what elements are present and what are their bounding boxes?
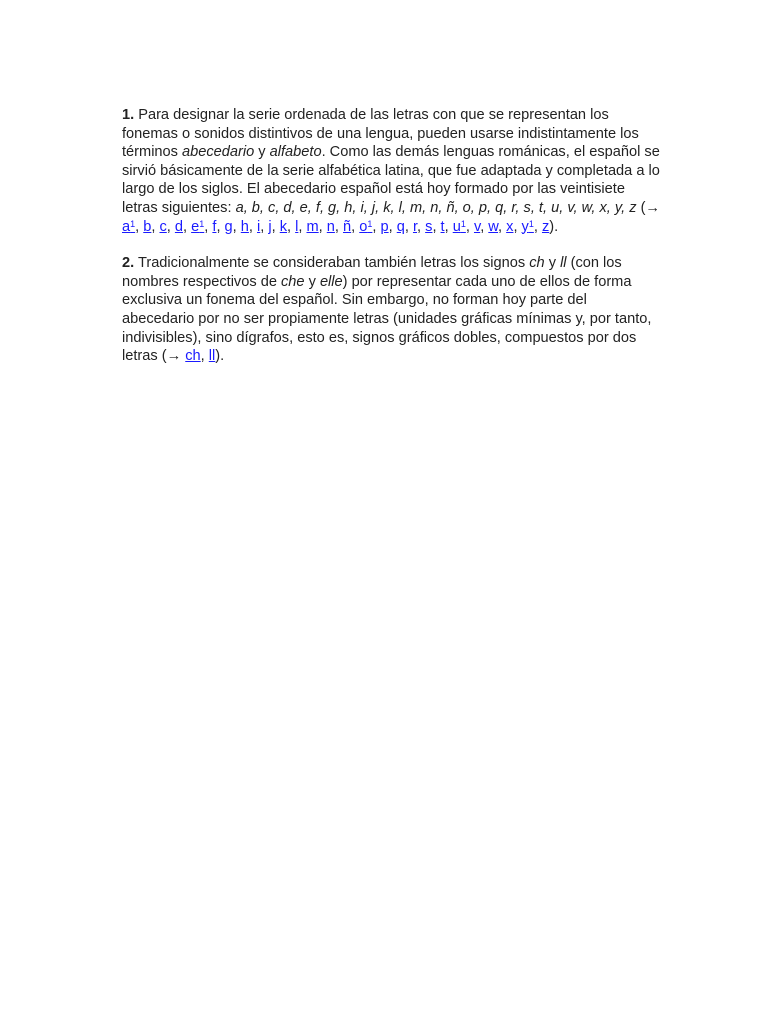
- letter-link[interactable]: l: [295, 218, 299, 235]
- link-separator: ,: [417, 218, 426, 235]
- link-separator: ,: [287, 218, 296, 235]
- term-italic: che: [281, 273, 305, 290]
- letter-link[interactable]: m: [306, 218, 319, 235]
- letter-link[interactable]: j: [268, 218, 272, 235]
- letter-link[interactable]: $e^1$: [191, 218, 205, 235]
- letter-link[interactable]: k: [279, 218, 288, 235]
- letter-link[interactable]: i: [257, 218, 261, 235]
- paragraph-1: [122, 106, 662, 236]
- link-separator: ,: [298, 218, 307, 235]
- term-italic: ch: [529, 255, 545, 272]
- link-separator: ,: [271, 218, 280, 235]
- text-segment: ) por representar cada uno de ellos de forma exclusiva un fonema del español. Sin embargo, no forman hoy parte del abecedario por no ser propiamente letras (unidades gráficas mínimas y, por tanto, indivisibles), sino dígrafos, esto es, signos gráficos dobles, compuestos por dos letras (→: [122, 273, 652, 365]
- term-italic: elle: [319, 273, 343, 290]
- letter-link[interactable]: b: [143, 218, 152, 235]
- digraph-link[interactable]: ll: [208, 348, 216, 365]
- paragraph-number: 2.: [122, 255, 135, 272]
- link-separator: ,: [248, 218, 258, 235]
- letter-link[interactable]: q: [396, 218, 405, 235]
- link-separator: ,: [444, 218, 453, 235]
- term-italic: alfabeto: [269, 144, 322, 161]
- link-separator: ,: [351, 218, 360, 235]
- link-separator: ,: [166, 218, 175, 235]
- letter-link[interactable]: n: [326, 218, 335, 235]
- link-separator: ,: [513, 218, 522, 235]
- letter-link[interactable]: c: [159, 218, 167, 235]
- link-separator: ,: [432, 218, 441, 235]
- link-separator: ,: [372, 218, 381, 235]
- homonym-superscript: 1: [528, 218, 534, 229]
- letter-link[interactable]: g: [224, 218, 233, 235]
- letter-link[interactable]: h: [240, 218, 249, 235]
- letter-link[interactable]: ñ: [343, 218, 352, 235]
- letter-link[interactable]: p: [380, 218, 389, 235]
- letters-list: a, b, c, d, e, f, g, h, i, j, k, l, m, n, ñ, o, p, q, r, s, t, u, v, w, x, y, z: [235, 199, 637, 216]
- term-italic: ll: [560, 255, 567, 272]
- paragraph-number: 1.: [122, 107, 135, 123]
- homonym-superscript: 1: [460, 218, 466, 229]
- text-segment: Tradicionalmente se consideraban también letras los signos: [134, 255, 530, 272]
- text-segment: Para designar la serie ordenada de las letras con que se representan los fonemas o sonidos distintivos de una lengua, pueden usarse indistintamente los términos: [122, 107, 639, 161]
- letter-link[interactable]: $o^1$: [359, 218, 373, 235]
- text-segment: y: [544, 255, 561, 272]
- link-separator: ,: [318, 218, 327, 235]
- letter-link[interactable]: f: [212, 218, 217, 235]
- text-segment: (con los nombres respectivos de: [122, 255, 622, 290]
- link-separator: ,: [151, 218, 160, 235]
- homonym-superscript: 1: [130, 218, 136, 229]
- term-italic: abecedario: [182, 144, 255, 161]
- link-separator: ,: [204, 218, 213, 235]
- letter-link[interactable]: s: [425, 218, 433, 235]
- letter-link[interactable]: d: [174, 218, 184, 235]
- link-separator: ,: [260, 218, 269, 235]
- link-separator: ,: [216, 218, 225, 235]
- letter-link[interactable]: r: [412, 218, 418, 235]
- text-segment: y: [304, 273, 320, 290]
- text-segment: . Como las demás lenguas románicas, el español se sirvió básicamente de la serie alfabética latina, que fue adaptada y completada a lo largo de los siglos. El abecedario español está hoy formado por las veintisiete letras siguientes:: [122, 144, 660, 216]
- homonym-superscript: 1: [199, 218, 205, 229]
- link-separator: ,: [183, 218, 192, 235]
- letter-link[interactable]: $y^1$: [521, 218, 534, 235]
- letter-link[interactable]: v: [473, 218, 481, 235]
- text-segment: y: [254, 144, 270, 161]
- dictionary-entry: [122, 106, 662, 384]
- text-segment: ).: [549, 218, 559, 235]
- digraph-link[interactable]: ch: [185, 348, 201, 365]
- letter-links: [122, 219, 549, 235]
- link-separator: ,: [465, 218, 474, 235]
- link-separator: ,: [404, 218, 413, 235]
- link-separator: ,: [200, 348, 209, 365]
- link-separator: ,: [334, 218, 344, 235]
- letter-link[interactable]: z: [541, 218, 550, 235]
- letter-link[interactable]: w: [488, 218, 499, 235]
- letter-link[interactable]: x: [506, 218, 514, 235]
- letter-link[interactable]: $u^1$: [452, 218, 466, 235]
- letter-link[interactable]: $a^1$: [122, 218, 136, 235]
- link-separator: ,: [135, 218, 144, 235]
- link-separator: ,: [480, 218, 489, 235]
- link-separator: ,: [533, 218, 542, 235]
- letter-link[interactable]: t: [440, 218, 445, 235]
- digraph-links: [185, 348, 215, 364]
- paragraph-2: [122, 254, 662, 366]
- text-segment: ).: [215, 348, 225, 365]
- homonym-superscript: 1: [367, 218, 373, 229]
- text-segment: (→: [636, 199, 661, 216]
- link-separator: ,: [388, 218, 397, 235]
- link-separator: ,: [232, 218, 241, 235]
- link-separator: ,: [498, 218, 507, 235]
